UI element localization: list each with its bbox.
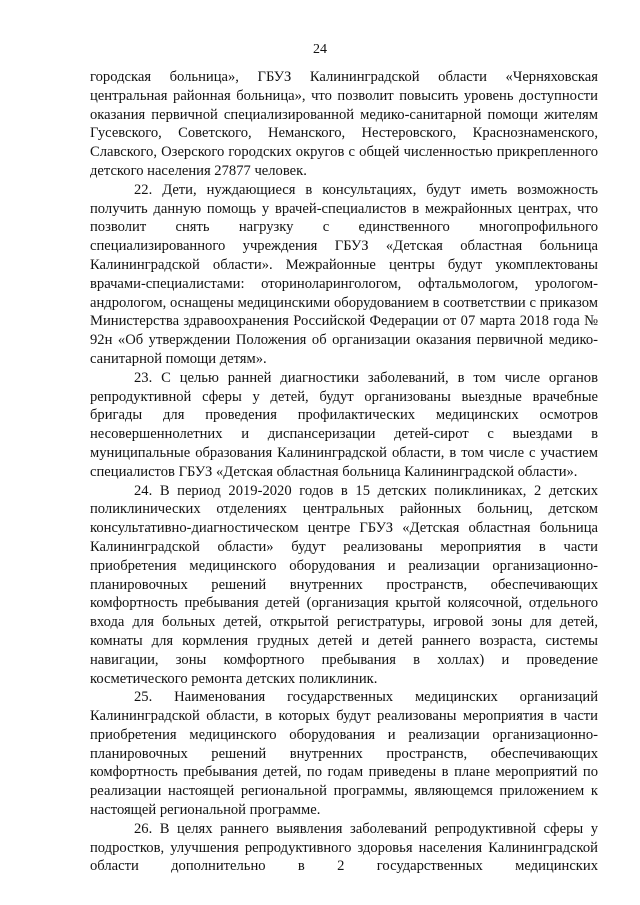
paragraph-continuation: городская больница», ГБУЗ Калининградской области «Черняховская центральная районная больница», что позволит повысить уровень доступности оказания первичной специализированной медико-санитарной помощи жителям Гусевского, Советского, Неманского, Нестеровского, Краснознаменского, Славского, Озерского городских округов с общей численностью прикрепленного детского населения 27877 человек. [90,69,598,179]
paragraph-23: 23. С целью ранней диагностики заболеваний, в том числе органов репродуктивной сферы у детей, будут организованы выездные врачебные бригады для проведения профилактических медицинских осмотров несовершеннолетних и диспансеризации детей-сирот с выездами в муниципальные образования Калининградской области, в том числе с участием специалистов ГБУЗ «Детская областная больница Калининградской области». [90,369,598,480]
paragraph-22: 22. Дети, нуждающиеся в консультациях, будут иметь возможность получить данную помощь у врачей-специалистов в межрайонных центрах, что позволит снять нагрузку с единственного многопрофильного специализированного учреждения ГБУЗ «Детская областная больница Калининградской области». Межрайонные центры будут укомплектованы врачами-специалистами: оториноларингологом, офтальмологом, урологом-андрологом, оснащены медицинскими оборудованием в соответствии с приказом Министерства здравоохранения Российской Федерации от 07 марта 2018 года № 92н «Об утверждении Положения об организации оказания первичной медико-санитарной помощи детям». [90,181,598,367]
paragraph-26: 26. В целях раннего выявления заболеваний репродуктивной сферы у подростков, улучшения репродуктивного здоровья населения Калининградской области дополнительно в 2 государственных медицинских [90,820,598,875]
paragraph-24: 24. В период 2019-2020 годов в 15 детских поликлиниках, 2 детских поликлинических отделениях центральных районных больниц, детском консультативно-диагностическом центре ГБУЗ «Детская областная больница Калининградской области» будут реализованы мероприятия в части приобретения медицинского оборудования и реализации организационно-планировочных решений внутренних пространств, обеспечивающих комфортность пребывания детей (организация крытой колясочной, отдельного входа для больных детей, открытой регистратуры, игровой зоны для детей, комнаты для кормления грудных детей и детей раннего возраста, системы навигации, зоны комфортного пребывания в холлах) и проведение косметического ремонта детских поликлиник. [90,482,598,687]
paragraph-25: 25. Наименования государственных медицинских организаций Калининградской области, в которых будут реализованы мероприятия в части приобретения медицинского оборудования и реализации организационно-планировочных решений внутренних пространств, обеспечивающих комфортность пребывания детей, по годам приведены в плане мероприятий по реализации настоящей региональной программы, являющемся приложением к настоящей региональной программе. [90,689,598,819]
page-number: 24 [313,42,327,57]
document-body [90,68,598,876]
